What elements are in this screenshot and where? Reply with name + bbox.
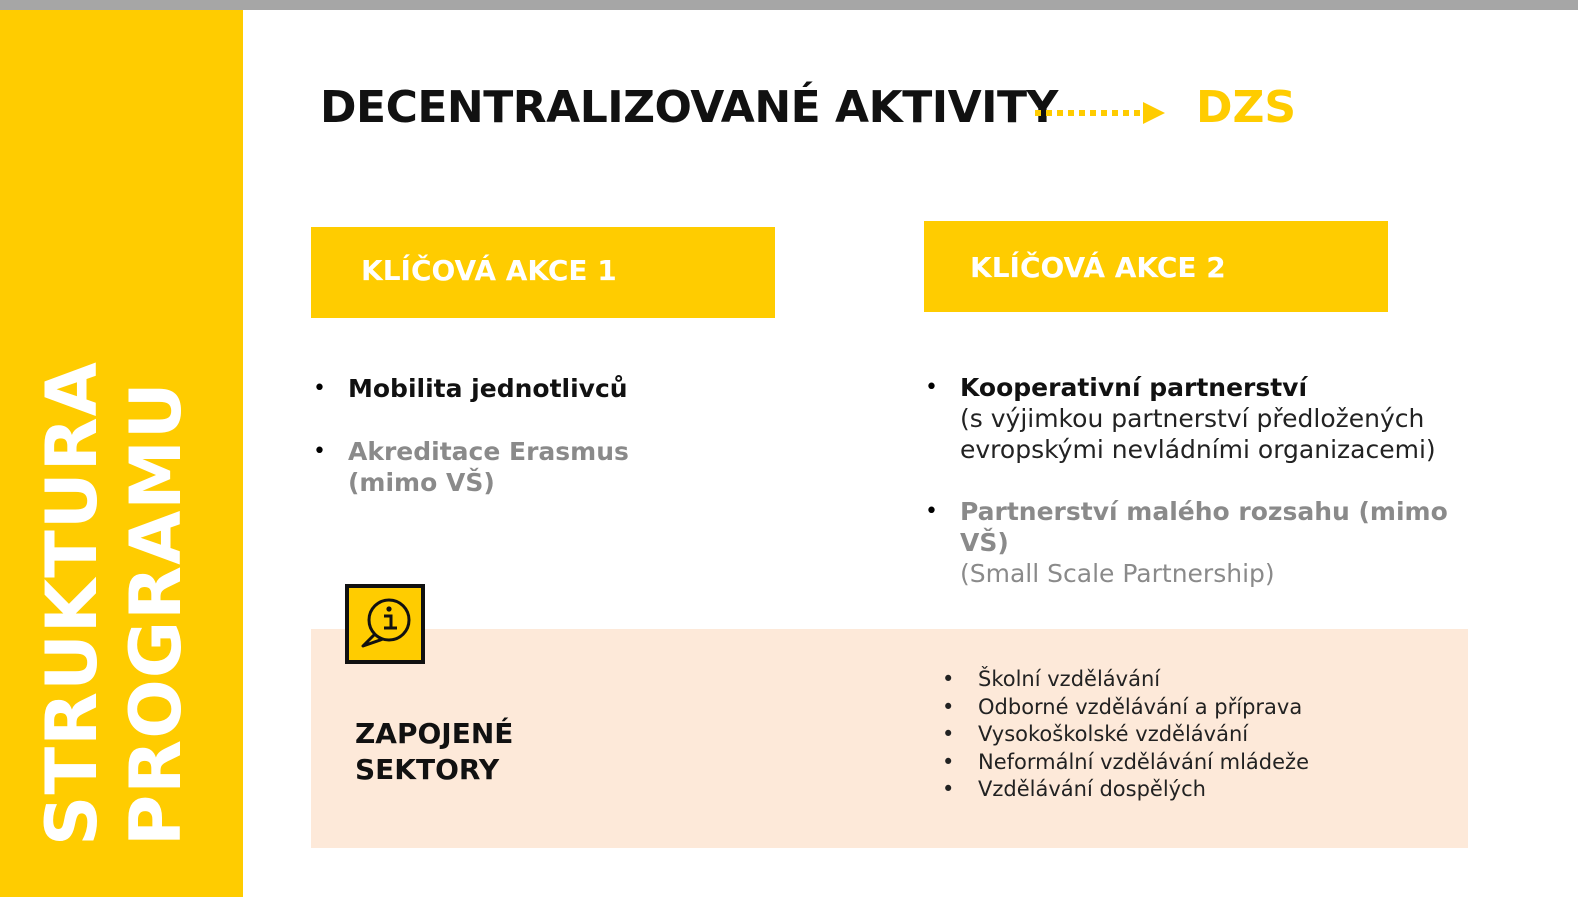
key-action-1-list — [313, 373, 629, 498]
sector-item: • Vysokoškolské vzdělávání — [942, 721, 1309, 749]
item-subtitle: (mimo VŠ) — [348, 468, 495, 497]
item-title: Kooperativní partnerství — [960, 373, 1308, 402]
top-bar — [0, 0, 1578, 10]
sidebar-title-line2: PROGRAMU — [115, 381, 197, 846]
item-title: Partnerství malého rozsahu (mimo VŠ) — [960, 497, 1448, 557]
sector-item: • Neformální vzdělávání mládeže — [942, 749, 1309, 777]
sidebar-title — [30, 326, 198, 846]
item-title: Akreditace Erasmus — [348, 437, 629, 466]
list-item — [925, 372, 1485, 465]
item-subtitle: evropskými nevládními organizacemi) — [960, 435, 1436, 464]
sectors-title — [355, 716, 513, 788]
sector-item: • Odborné vzdělávání a příprava — [942, 694, 1309, 722]
sector-list — [942, 666, 1309, 804]
info-speech-bubble-icon — [345, 584, 425, 664]
sectors-title-line1: ZAPOJENÉ — [355, 717, 514, 750]
key-action-2-label: KLÍČOVÁ AKCE 2 — [970, 251, 1226, 284]
sector-item: • Vzdělávání dospělých — [942, 776, 1309, 804]
item-title: Mobilita jednotlivců — [348, 374, 628, 403]
key-action-2-header — [924, 221, 1388, 312]
list-item — [313, 373, 629, 404]
sector-item: • Školní vzdělávání — [942, 666, 1309, 694]
item-subtitle: (s výjimkou partnerství předložených — [960, 404, 1425, 433]
key-action-1-label: KLÍČOVÁ AKCE 1 — [361, 254, 617, 287]
sectors-title-line2: SEKTORY — [355, 753, 500, 786]
dotted-arrow-icon — [1033, 98, 1168, 128]
key-action-2-list — [925, 372, 1485, 589]
target-label: DZS — [1196, 82, 1297, 133]
item-subtitle: (Small Scale Partnership) — [960, 559, 1275, 588]
page-title: DECENTRALIZOVANÉ AKTIVITY — [320, 82, 1058, 133]
list-item — [313, 436, 629, 498]
sidebar-title-line1: STRUKTURA — [31, 361, 113, 846]
key-action-1-header — [311, 227, 775, 318]
list-item — [925, 496, 1485, 589]
